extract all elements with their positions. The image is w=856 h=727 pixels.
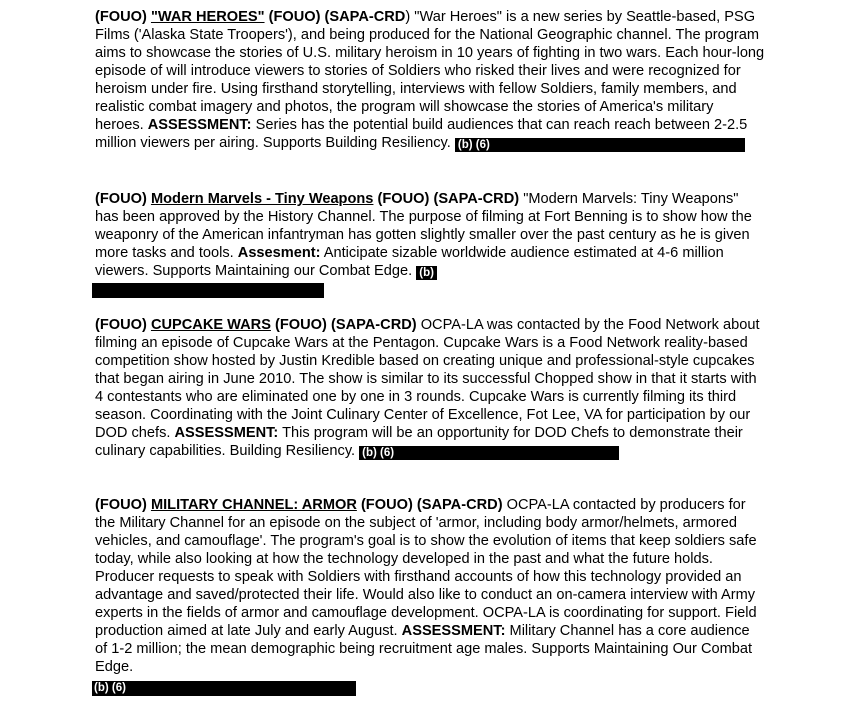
org-code-close: ) (405, 9, 411, 25)
entry-cupcake-wars (95, 316, 765, 460)
assessment-label: ASSESSMENT: (401, 623, 506, 639)
assessment-label: Assesment: (237, 245, 321, 261)
assessment-text: This program will be an opportunity for DOD Chefs to demonstrate their culinary capabilities. Building Resiliency. (95, 425, 743, 459)
entry-title: MILITARY CHANNEL: ARMOR (150, 497, 357, 513)
org-code: (SAPA-CRD (324, 9, 406, 25)
classification-marking: (FOUO) (268, 9, 321, 25)
classification-marking: (FOUO) (360, 497, 413, 513)
entry-title: "WAR HEROES" (150, 9, 265, 25)
classification-marking: (FOUO) (95, 9, 147, 25)
assessment-text: Military Channel has a core audience of 1-2 million; the mean demographic being recruitment age males. Supports Maintaining Our Combat Edge. (95, 623, 753, 675)
redaction-box: (b) (6) (359, 446, 619, 460)
assessment-label: ASSESSMENT: (174, 425, 279, 441)
classification-marking: (FOUO) (275, 317, 327, 333)
entry-modern-marvels (95, 190, 765, 280)
entry-title: Modern Marvels - Tiny Weapons (150, 191, 374, 207)
redaction-box: (b) (6) (455, 138, 745, 152)
assessment-text: Anticipate sizable worldwide audience estimated at 4-6 million viewers. Supports Maintaining our Combat Edge. (95, 245, 724, 279)
entry-body: OCPA-LA contacted by producers for the Military Channel for an episode on the subject of 'armor, including body armor/helmets, armored vehicles, and camouflage'. The program's goal is to show the evolution of items that keep soldiers safe today, while also looking at how the technology developed in the past and what the future holds. Producer requests to speak with Soldiers with firsthand accounts of how this technology provided an advantage and saved/protected their life. Would also like to conduct an on-camera interview with Army experts in the fields of armor and camouflage development. OCPA-LA is coordinating for support. Field production aimed at late July and early August. (95, 497, 757, 639)
redaction-box: (b) (416, 266, 437, 280)
entry-body: "Modern Marvels: Tiny Weapons" has been approved by the History Channel. The purpose of filming at Fort Benning is to show how the weaponry of the American infantryman has gotten slightly smaller over the past century as he is given more tasks and tools. (95, 191, 752, 261)
assessment-label: ASSESSMENT: (147, 117, 252, 133)
entry-body: OCPA-LA was contacted by the Food Network about filming an episode of Cupcake Wars at the Pentagon. Cupcake Wars is a Food Network reality-based competition show hosted by Justin Kredible based on creating unique and professional-style cupcakes that began airing in June 2010. The show is similar to its successful Chopped show in that it starts with 4 contestants who are eliminated one by one in 3 rounds. Cupcake Wars is currently filming its third season. Coordinating with the Joint Culinary Center of Excellence, Fot Lee, VA for participation by our DOD chefs. (95, 317, 760, 441)
classification-marking: (FOUO) (95, 191, 147, 207)
entry-war-heroes (95, 8, 765, 152)
org-code: (SAPA-CRD) (416, 497, 503, 513)
classification-marking: (FOUO) (95, 317, 147, 333)
classification-marking: (FOUO) (95, 497, 147, 513)
redaction-bar: (b) (6) (92, 681, 356, 696)
entry-military-channel-armor (95, 496, 765, 676)
classification-marking: (FOUO) (377, 191, 430, 207)
org-code: (SAPA-CRD) (330, 317, 417, 333)
org-code: (SAPA-CRD) (433, 191, 520, 207)
entry-body: "War Heroes" is a new series by Seattle-based, PSG Films ('Alaska State Troopers'), and being produced for the National Geographic channel. The program aims to showcase the stories of U.S. military heroism in 10 years of fighting in two wars. Each hour-long episode of will introduce viewers to stories of Soldiers who risked their lives and were recognized for heroism under fire. Using firsthand storytelling, interviews with fellow Soldiers, family members, and realistic combat imagery and photos, the program will showcase the stories of America's military heroes. (95, 9, 765, 133)
entry-title: CUPCAKE WARS (150, 317, 271, 333)
assessment-text: Series has the potential build audiences that can reach reach between 2-2.5 million viewers per airing. Supports Building Resiliency. (95, 117, 748, 151)
redaction-bar (92, 283, 324, 298)
